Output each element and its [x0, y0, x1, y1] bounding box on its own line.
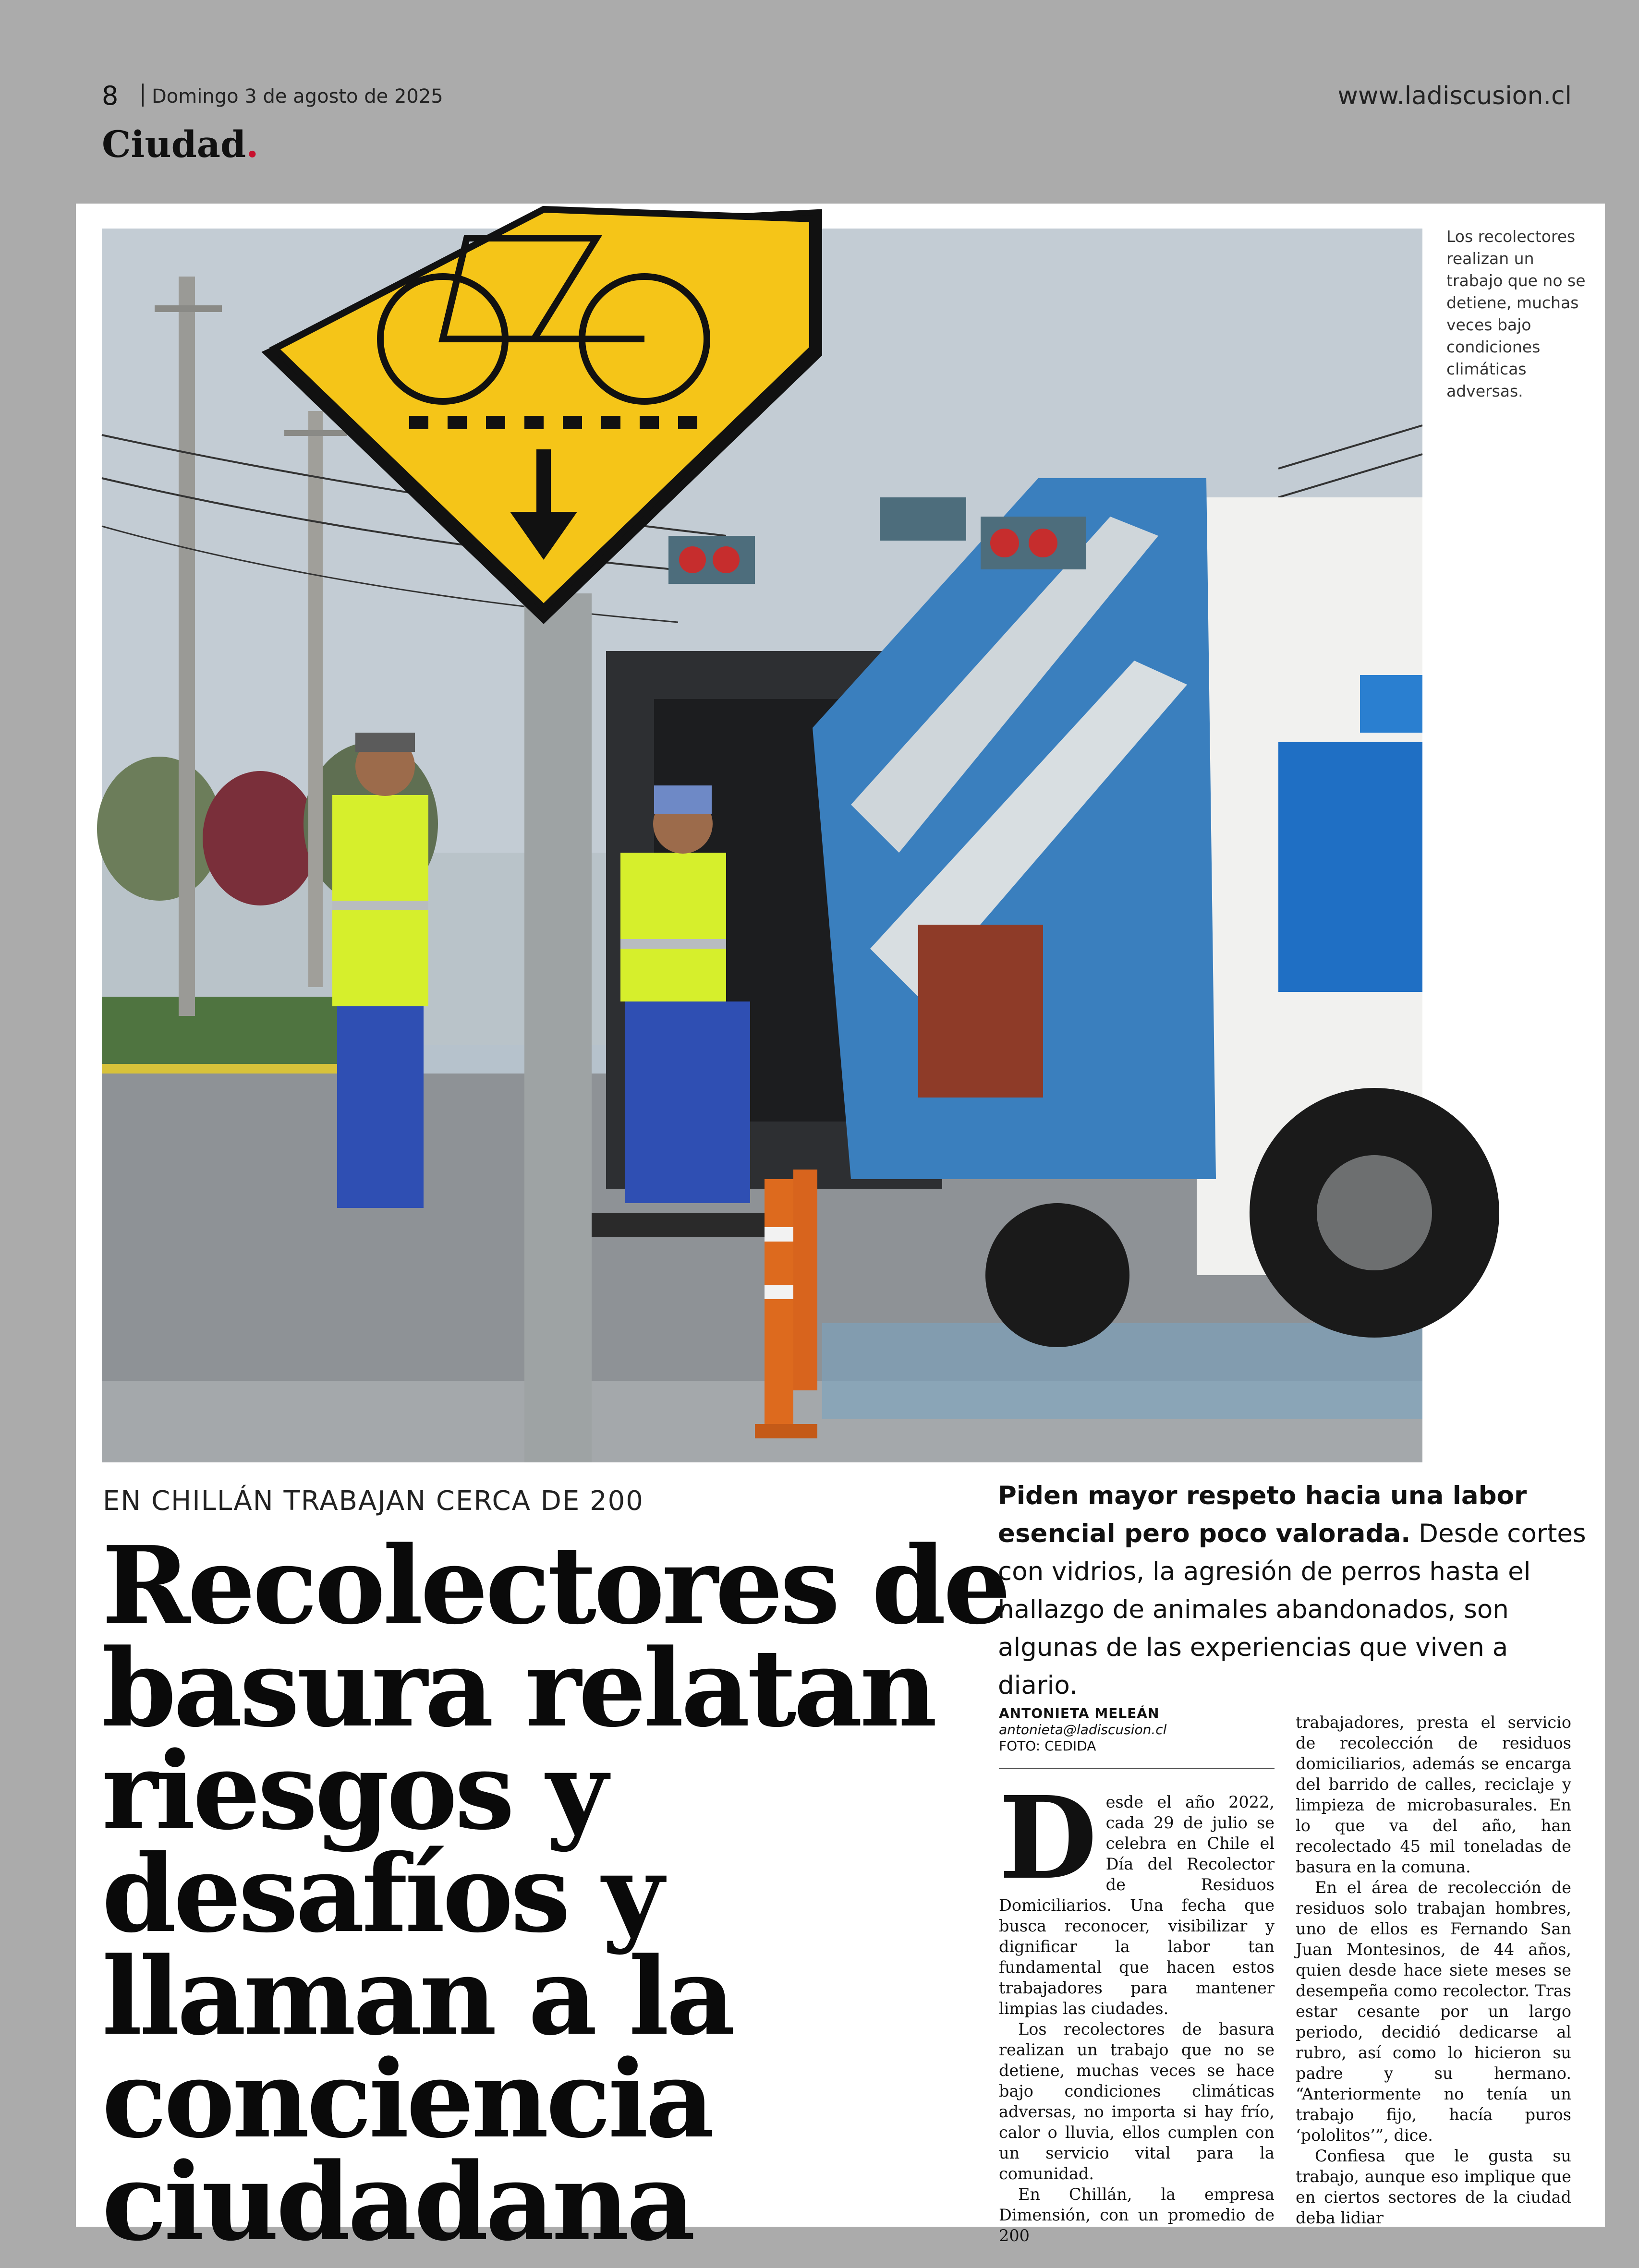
- body-paragraph: Confiesa que le gusta su trabajo, aunque eso implique que en ciertos sectores de la ciudad deba lidiar: [1296, 2147, 1571, 2227]
- byline: [999, 1705, 1268, 1754]
- body-text: esde el año 2022, cada 29 de julio se celebra en Chile el Día del Recolector de Residuos Domiciliarios. Una fecha que busca reconocer, visibilizar y dignificar la labor tan fundamental que hacen estos trabajadores para mantener limpias las ciudades.: [999, 1793, 1275, 2018]
- author-name: ANTONIETA MELEÁN: [999, 1705, 1160, 1721]
- section-dot: .: [246, 123, 259, 166]
- drop-cap: D: [999, 1771, 1097, 1905]
- photo-credit: FOTO: CEDIDA: [999, 1738, 1096, 1754]
- article-headline: Recolectores de basura relatan riesgos y desafíos y llaman a la conciencia ciudadana: [102, 1523, 1008, 2265]
- body-paragraph: Los recolectores de basura realizan un trabajo que no se detiene, muchas veces se hace bajo condiciones climáticas adversas, no importa si hay frío, calor o lluvia, ellos cumplen con un servicio vital para la comunidad.: [999, 2020, 1275, 2183]
- lead-text: Desde cortes con vidrios, la agresión de perros hasta el hallazgo de animales abandonados, son algunas de las experiencias que viven a diario.: [998, 1519, 1586, 1700]
- body-paragraph: En el área de recolección de residuos solo trabajan hombres, uno de ellos es Fernando San Juan Montesinos, de 44 años, quien desde hace siete meses se desempeña como recolector. Tras estar cesante por un largo periodo, decidió dedicarse al rubro, así como lo hicieron su padre y su hermano. “Anteriormente no tenía un trabajo fijo, hacía puros ‘pololitos’”, dice.: [1296, 1878, 1571, 2145]
- article-photo: [102, 229, 1422, 1462]
- issue-date: Domingo 3 de agosto de 2025: [152, 85, 443, 108]
- page-header: [0, 0, 1639, 202]
- lead-bold: Piden mayor respeto hacia una labor esencial pero poco valorada.: [998, 1481, 1527, 1548]
- header-separator: [142, 84, 144, 107]
- body-paragraph: En Chillán, la empresa Dimensión, con un promedio de 200: [999, 2185, 1275, 2245]
- body-column-2: [1296, 1712, 1571, 2227]
- author-email[interactable]: antonieta@ladiscusion.cl: [999, 1722, 1167, 1737]
- article-kicker: EN CHILLÁN TRABAJAN CERCA DE 200: [103, 1485, 644, 1517]
- page-number: 8: [102, 81, 119, 111]
- byline-divider: [999, 1768, 1275, 1769]
- article-lead: [998, 1477, 1589, 1704]
- photo-caption: Los recolectores realizan un trabajo que no se detiene, muchas veces bajo condiciones climáticas adversas.: [1446, 227, 1586, 400]
- body-paragraph: [999, 1771, 1275, 2019]
- body-paragraph: trabajadores, presta el servicio de recolección de residuos domiciliarios, además se encarga del barrido de calles, reciclaje y limpieza de microbasurales. En lo que va del año, han recolectado 45 mil toneladas de basura en la comuna.: [1296, 1713, 1571, 1876]
- body-column-1: [999, 1771, 1275, 2245]
- website-link[interactable]: www.ladiscusion.cl: [1337, 82, 1572, 110]
- section-name: Ciudad: [102, 123, 246, 166]
- section-title: [102, 123, 259, 166]
